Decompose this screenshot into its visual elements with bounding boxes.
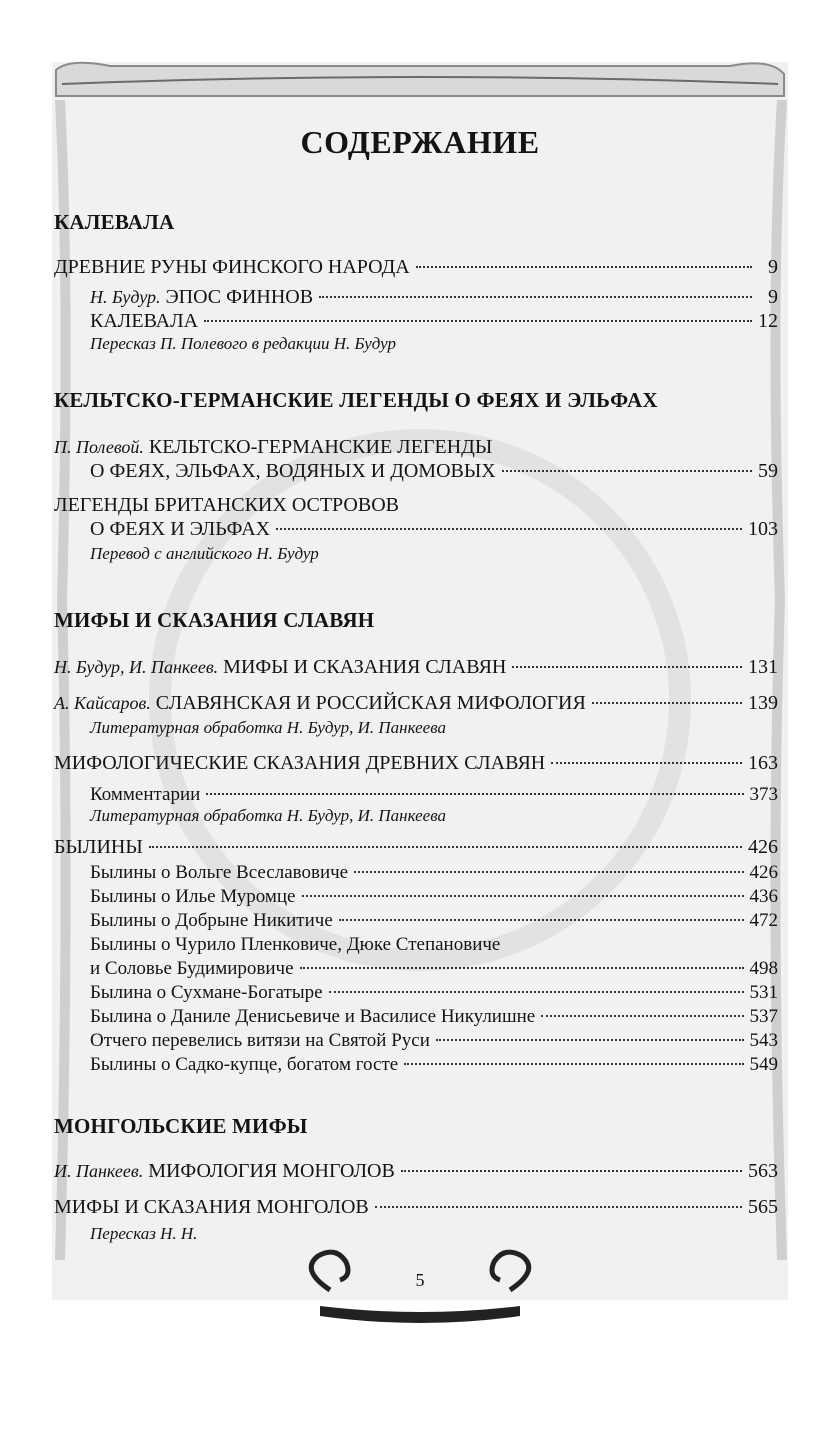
toc-entry[interactable] (90, 862, 778, 884)
entry-title: МИФЫ И СКАЗАНИЯ МОНГОЛОВ (54, 1196, 369, 1218)
dot-leader (319, 296, 752, 298)
entry-title: СЛАВЯНСКАЯ И РОССИЙСКАЯ МИФОЛОГИЯ (155, 692, 586, 714)
dot-leader (502, 470, 752, 472)
page-number: 163 (748, 752, 778, 774)
entry-first-line: Былины о Чурило Пленковиче, Дюке Степановиче (90, 934, 501, 955)
page-number: 373 (749, 784, 778, 805)
section-title-celtic: КЕЛЬТСКО-ГЕРМАНСКИЕ ЛЕГЕНДЫ О ФЕЯХ И ЭЛЬФАХ (54, 388, 658, 412)
toc-entry[interactable] (90, 886, 778, 908)
page-number: 9 (768, 256, 778, 278)
entry-title: О ФЕЯХ, ЭЛЬФАХ, ВОДЯНЫХ И ДОМОВЫХ (90, 460, 496, 482)
toc-entry[interactable] (90, 518, 778, 541)
entry-author: И. Панкеев. (54, 1161, 144, 1181)
dot-leader (354, 871, 743, 873)
dot-leader (551, 762, 742, 764)
toc-entry[interactable] (90, 1030, 778, 1052)
entry-title: МИФЫ И СКАЗАНИЯ СЛАВЯН (223, 656, 507, 678)
dot-leader (329, 991, 744, 993)
entry-title: КЕЛЬТСКО-ГЕРМАНСКИЕ ЛЕГЕНДЫ (148, 436, 493, 458)
dot-leader (436, 1039, 744, 1041)
entry-note: Пересказ Н. Н. (90, 1224, 198, 1243)
entry-title: Комментарии (90, 784, 201, 805)
page-number: 59 (758, 460, 778, 482)
toc-entry[interactable] (90, 1006, 778, 1028)
page-number: 565 (748, 1196, 778, 1218)
entry-note: Пересказ П. Полевого в редакции Н. Будур (90, 334, 396, 353)
entry-author: Н. Будур. (90, 287, 161, 307)
page-number: 543 (749, 1030, 778, 1051)
toc-entry[interactable] (90, 286, 778, 309)
entry-note: Перевод с английского Н. Будур (90, 544, 319, 563)
entry-title: Былины о Добрыне Никитиче (90, 910, 333, 931)
toc-entry[interactable] (54, 692, 778, 715)
entry-title: О ФЕЯХ И ЭЛЬФАХ (90, 518, 271, 540)
dot-leader (276, 528, 742, 530)
section-title-slavic: МИФЫ И СКАЗАНИЯ СЛАВЯН (54, 608, 375, 632)
dot-leader (300, 967, 744, 969)
dot-leader (339, 919, 744, 921)
entry-note: Литературная обработка Н. Будур, И. Панкеева (90, 718, 446, 737)
toc-entry[interactable] (54, 256, 778, 279)
entry-title: Былина о Даниле Денисьевиче и Василисе Никулишне (90, 1006, 536, 1027)
page-number: 531 (749, 982, 778, 1003)
entry-first-line: ЛЕГЕНДЫ БРИТАНСКИХ ОСТРОВОВ (54, 494, 399, 516)
entry-title: Былины о Илье Муромце (90, 886, 296, 907)
entry-title: МИФОЛОГИЧЕСКИЕ СКАЗАНИЯ ДРЕВНИХ СЛАВЯН (54, 752, 546, 774)
entry-title: и Соловье Будимировиче (90, 958, 294, 979)
dot-leader (302, 895, 744, 897)
dot-leader (416, 266, 752, 268)
entry-title: Отчего перевелись витязи на Святой Руси (90, 1030, 430, 1051)
entry-author: А. Кайсаров. (54, 693, 151, 713)
toc-entry[interactable] (54, 752, 778, 775)
dot-leader (541, 1015, 743, 1017)
page-number: 131 (748, 656, 778, 678)
toc-entry[interactable] (90, 910, 778, 932)
page-number-footer: 5 (415, 1270, 425, 1290)
page-number: 537 (749, 1006, 778, 1027)
page-number: 436 (749, 886, 778, 907)
dot-leader (206, 793, 743, 795)
entry-title: КАЛЕВАЛА (90, 310, 199, 332)
dot-leader (204, 320, 752, 322)
entry-title: МИФОЛОГИЯ МОНГОЛОВ (148, 1160, 395, 1182)
page-number: 12 (758, 310, 778, 332)
toc-entry[interactable] (54, 836, 778, 859)
toc-entry[interactable] (90, 460, 778, 483)
dot-leader (404, 1063, 743, 1065)
page-number: 103 (748, 518, 778, 540)
page-number: 9 (768, 286, 778, 308)
entry-title: ДРЕВНИЕ РУНЫ ФИНСКОГО НАРОДА (54, 256, 410, 278)
entry-title: Былина о Сухмане-Богатыре (90, 982, 323, 1003)
toc-entry[interactable] (54, 656, 778, 679)
entry-author: П. Полевой. (54, 437, 144, 457)
dot-leader (592, 702, 742, 704)
page-number: 426 (749, 862, 778, 883)
dot-leader (512, 666, 742, 668)
toc-entry[interactable] (54, 1196, 778, 1219)
toc-entry[interactable] (90, 310, 778, 333)
toc-entry[interactable] (90, 1054, 778, 1076)
toc-entry[interactable] (54, 1160, 778, 1183)
entry-title: БЫЛИНЫ (54, 836, 143, 858)
page-number: 498 (749, 958, 778, 979)
entry-first-line (54, 436, 492, 459)
section-title-kalevala: КАЛЕВАЛА (54, 210, 175, 234)
section-title-mongol: МОНГОЛЬСКИЕ МИФЫ (54, 1114, 308, 1138)
page-title: СОДЕРЖАНИЕ (300, 124, 540, 160)
toc-entry[interactable] (90, 784, 778, 806)
page-number: 472 (749, 910, 778, 931)
page-number: 426 (748, 836, 778, 858)
toc-entry[interactable] (90, 982, 778, 1004)
dot-leader (149, 846, 742, 848)
entry-title: ЭПОС ФИННОВ (165, 286, 314, 308)
dot-leader (401, 1170, 742, 1172)
toc-entry[interactable] (90, 958, 778, 980)
page-number: 549 (749, 1054, 778, 1075)
entry-note: Литературная обработка Н. Будур, И. Панкеева (90, 806, 446, 825)
entry-title: Былины о Вольге Всеславовиче (90, 862, 349, 883)
entry-author: Н. Будур, И. Панкеев. (54, 657, 219, 677)
entry-title: Былины о Садко-купце, богатом госте (90, 1054, 399, 1075)
page-number: 563 (748, 1160, 778, 1182)
dot-leader (375, 1206, 742, 1208)
page-number: 139 (748, 692, 778, 714)
